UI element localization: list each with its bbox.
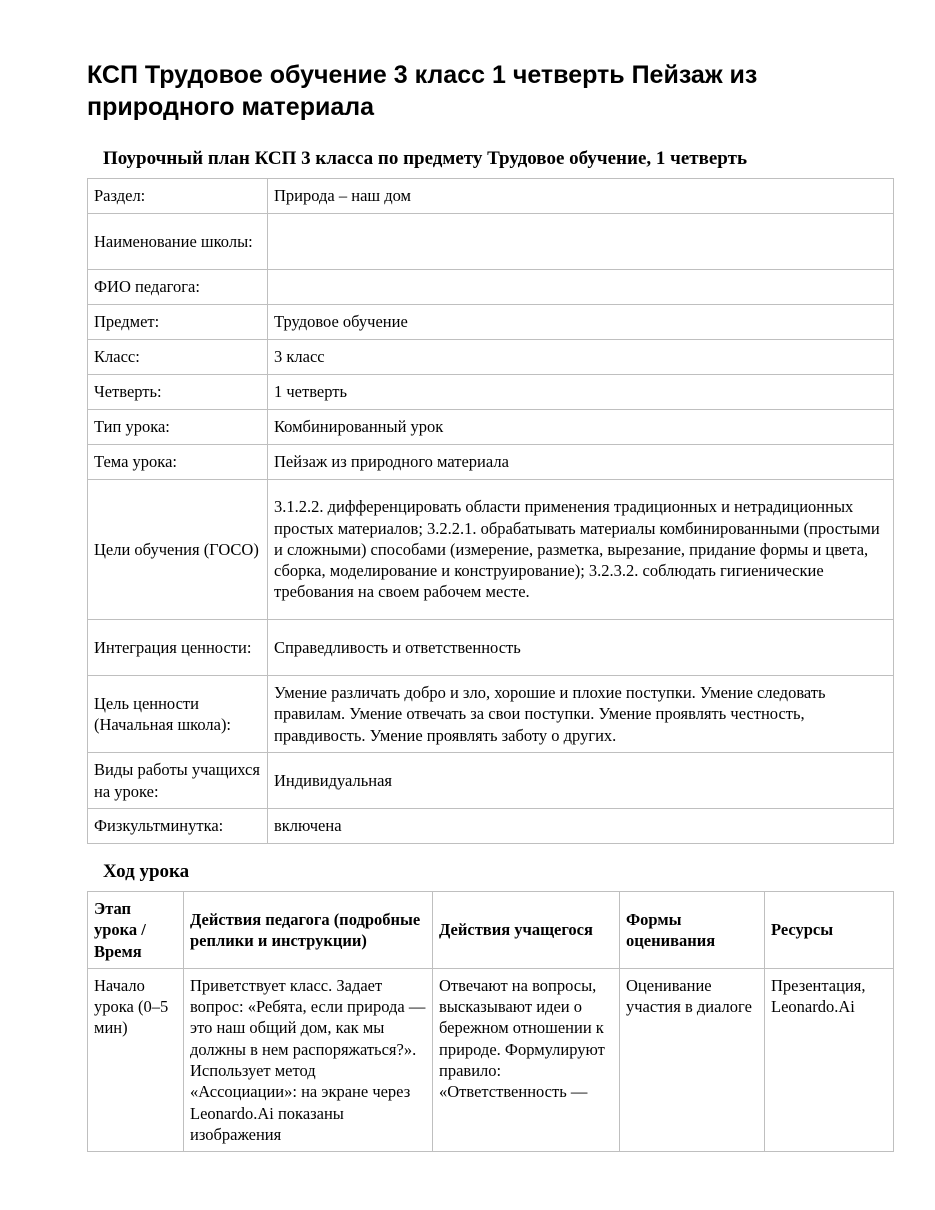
- info-value: 3.1.2.2. дифференцировать области применения традиционных и нетрадиционных простых материалов; 3.2.2.1. обрабатывать материалы комбинированными (простыми и сложными) способами (измерение, разметка, вырезание, придание формы и цвета, сборка, моделирование и конструирование); 3.2.3.2. соблюдать гигиенические требования на своем рабочем месте.: [268, 480, 894, 620]
- info-label: Цели обучения (ГОСО): [88, 480, 268, 620]
- info-value: Пейзаж из природного материала: [268, 445, 894, 480]
- info-label: Цель ценности (Начальная школа):: [88, 676, 268, 753]
- cell-assessment: Оценивание участия в диалоге: [620, 968, 765, 1151]
- column-header-resources: Ресурсы: [765, 892, 894, 969]
- table-row: [88, 410, 894, 445]
- info-label: ФИО педагога:: [88, 270, 268, 305]
- table-row: [88, 340, 894, 375]
- table-row: [88, 676, 894, 753]
- info-label: Интеграция ценности:: [88, 620, 268, 676]
- info-value: Умение различать добро и зло, хорошие и плохие поступки. Умение следовать правилам. Умение отвечать за свои поступки. Умение проявлять честность, правдивость. Умение проявлять заботу о других.: [268, 676, 894, 753]
- info-label: Тема урока:: [88, 445, 268, 480]
- table-row: [88, 445, 894, 480]
- lesson-course-table: [87, 891, 894, 1152]
- info-label: Предмет:: [88, 305, 268, 340]
- plan-heading: Поурочный план КСП 3 класса по предмету Трудовое обучение, 1 четверть: [103, 148, 747, 169]
- info-value: [268, 270, 894, 305]
- lesson-info-table: [87, 178, 894, 844]
- column-header-assessment: Формы оценивания: [620, 892, 765, 969]
- table-row: [88, 753, 894, 809]
- info-label: Физкультминутка:: [88, 809, 268, 844]
- table-row: [88, 620, 894, 676]
- info-value: включена: [268, 809, 894, 844]
- cell-resources: Презентация, Leonardo.Ai: [765, 968, 894, 1151]
- table-row: [88, 375, 894, 410]
- column-header-teacher-actions: Действия педагога (подробные реплики и инструкции): [184, 892, 433, 969]
- table-row: [88, 179, 894, 214]
- info-value: Справедливость и ответственность: [268, 620, 894, 676]
- info-value: Комбинированный урок: [268, 410, 894, 445]
- cell-student-actions: Отвечают на вопросы, высказывают идеи о бережном отношении к природе. Формулируют правило: «Ответственность —: [433, 968, 620, 1151]
- table-row: [88, 305, 894, 340]
- info-value: Индивидуальная: [268, 753, 894, 809]
- info-value: Трудовое обучение: [268, 305, 894, 340]
- info-label: Наименование школы:: [88, 214, 268, 270]
- table-row: [88, 270, 894, 305]
- info-label: Четверть:: [88, 375, 268, 410]
- document-page: [87, 0, 893, 1152]
- info-label: Класс:: [88, 340, 268, 375]
- info-value: 3 класс: [268, 340, 894, 375]
- table-row: [88, 968, 894, 1151]
- info-value: 1 четверть: [268, 375, 894, 410]
- cell-teacher-actions: Приветствует класс. Задает вопрос: «Ребята, если природа — это наш общий дом, как мы должны в нем распоряжаться?». Использует метод «Ассоциации»: на экране через Leonardo.Ai показаны изображения: [184, 968, 433, 1151]
- info-label: Раздел:: [88, 179, 268, 214]
- cell-stage: Начало урока (0–5 мин): [88, 968, 184, 1151]
- table-row: [88, 480, 894, 620]
- info-value: Природа – наш дом: [268, 179, 894, 214]
- table-row: [88, 809, 894, 844]
- table-header-row: [88, 892, 894, 969]
- info-value: [268, 214, 894, 270]
- table-row: [88, 214, 894, 270]
- info-label: Виды работы учащихся на уроке:: [88, 753, 268, 809]
- column-header-student-actions: Действия учащегося: [433, 892, 620, 969]
- info-label: Тип урока:: [88, 410, 268, 445]
- course-heading: Ход урока: [103, 861, 190, 882]
- document-title: КСП Трудовое обучение 3 класс 1 четверть Пейзаж из природного материала: [87, 61, 758, 121]
- column-header-stage: Этап урока / Время: [88, 892, 184, 969]
